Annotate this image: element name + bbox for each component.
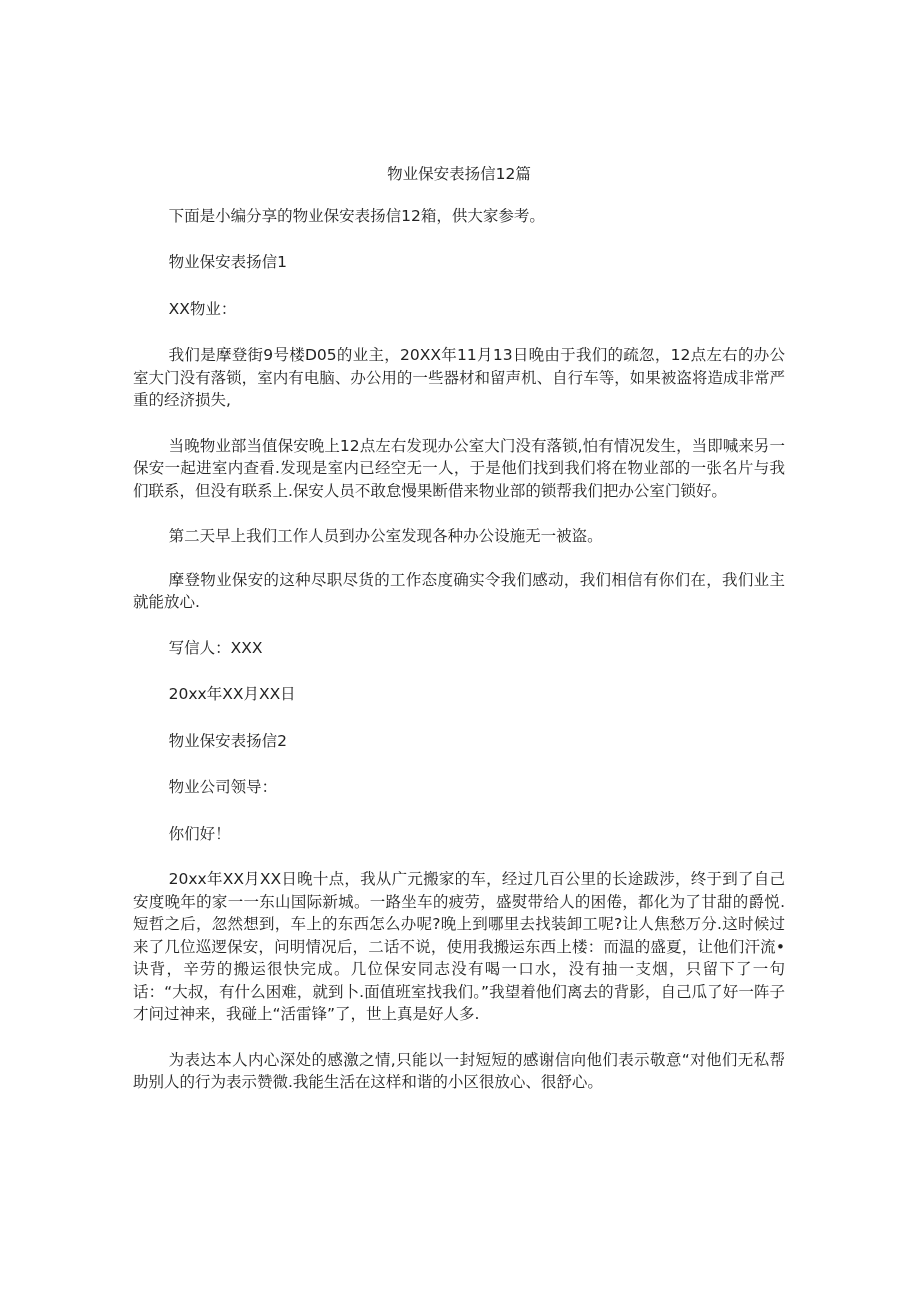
body-paragraph: 当晚物业部当值保安晚上12点左右发现办公室大门没有落锁,怕有情况发生，当即喊来另一保安一起进室内查看.发现是室内已经空无一人，于是他们找到我们将在物业部的一张名片与我们联系，但没有联系上.保安人员不敢怠慢果断借来物业部的锁帮我们把办公室门锁好。 bbox=[133, 436, 785, 500]
section-heading-letter-2: 物业保安表扬信2 bbox=[168, 731, 288, 750]
signature-line: 写信人：XXX bbox=[168, 638, 263, 657]
salutation-letter-2: 物业公司领导： bbox=[168, 778, 278, 796]
body-paragraph: 20xx年XX月XX日晚十点，我从广元搬家的车，经过几百公里的长途跋涉，终于到了自己安度晚年的家一一东山国际新城。一路坐车的疲劳，盛熨带给人的困倦，都化为了甘甜的爵悦.短哲之后，忽然想到，车上的东西怎么办呢?晚上到哪里去找装卸工呢?让人焦愁万分.这时候过来了几位巡逻保安，问明情况后，二话不说，使用我搬运东西上楼：而温的盛夏，让他们汗流•诀背，辛劳的搬运很快完成。几位保安同志没有喝一口水，没有抽一支烟，只留下了一句话：“大叔，有什么困难，就到卜.面值班室找我们。”我望着他们离去的背影，自己瓜了好一阵子才问过神来，我碰上“活雷锋”了，世上真是好人多. bbox=[133, 870, 785, 1023]
document-title: 物业保安表扬信12篇 bbox=[387, 165, 531, 183]
salutation-letter-1: XX物业： bbox=[168, 299, 237, 318]
intro-paragraph: 下面是小编分享的物业保安表扬信12箱，供大家参考。 bbox=[168, 206, 545, 225]
letter-body bbox=[133, 163, 785, 1094]
body-paragraph: 摩登物业保安的这种尽职尽货的工作态度确实令我们感动，我们相信有你们在，我们业主就能放心. bbox=[133, 570, 785, 611]
greeting-line: 你们好！ bbox=[168, 824, 231, 843]
section-heading-letter-1: 物业保安表扬信1 bbox=[168, 253, 288, 271]
body-paragraph: 第二天早上我们工作人员到办公室发现各种办公设施无一被盗。 bbox=[168, 527, 603, 545]
date-line: 20xx年XX月XX日 bbox=[168, 685, 296, 703]
body-paragraph: 我们是摩登街9号楼D05的业主，20XX年11月13日晚由于我们的疏忽，12点左右的办公室大门没有落锁，室内有电脑、办公用的一些器材和留声机、自行车等，如果被盗将造成非常严重的经济损失, bbox=[133, 346, 785, 409]
body-paragraph: 为表达本人内心深处的感激之情,只能以一封短短的感谢信向他们表示敬意“对他们无私帮助别人的行为表示赞微.我能生活在这样和谐的小区很放心、很舒心。 bbox=[133, 1050, 785, 1091]
